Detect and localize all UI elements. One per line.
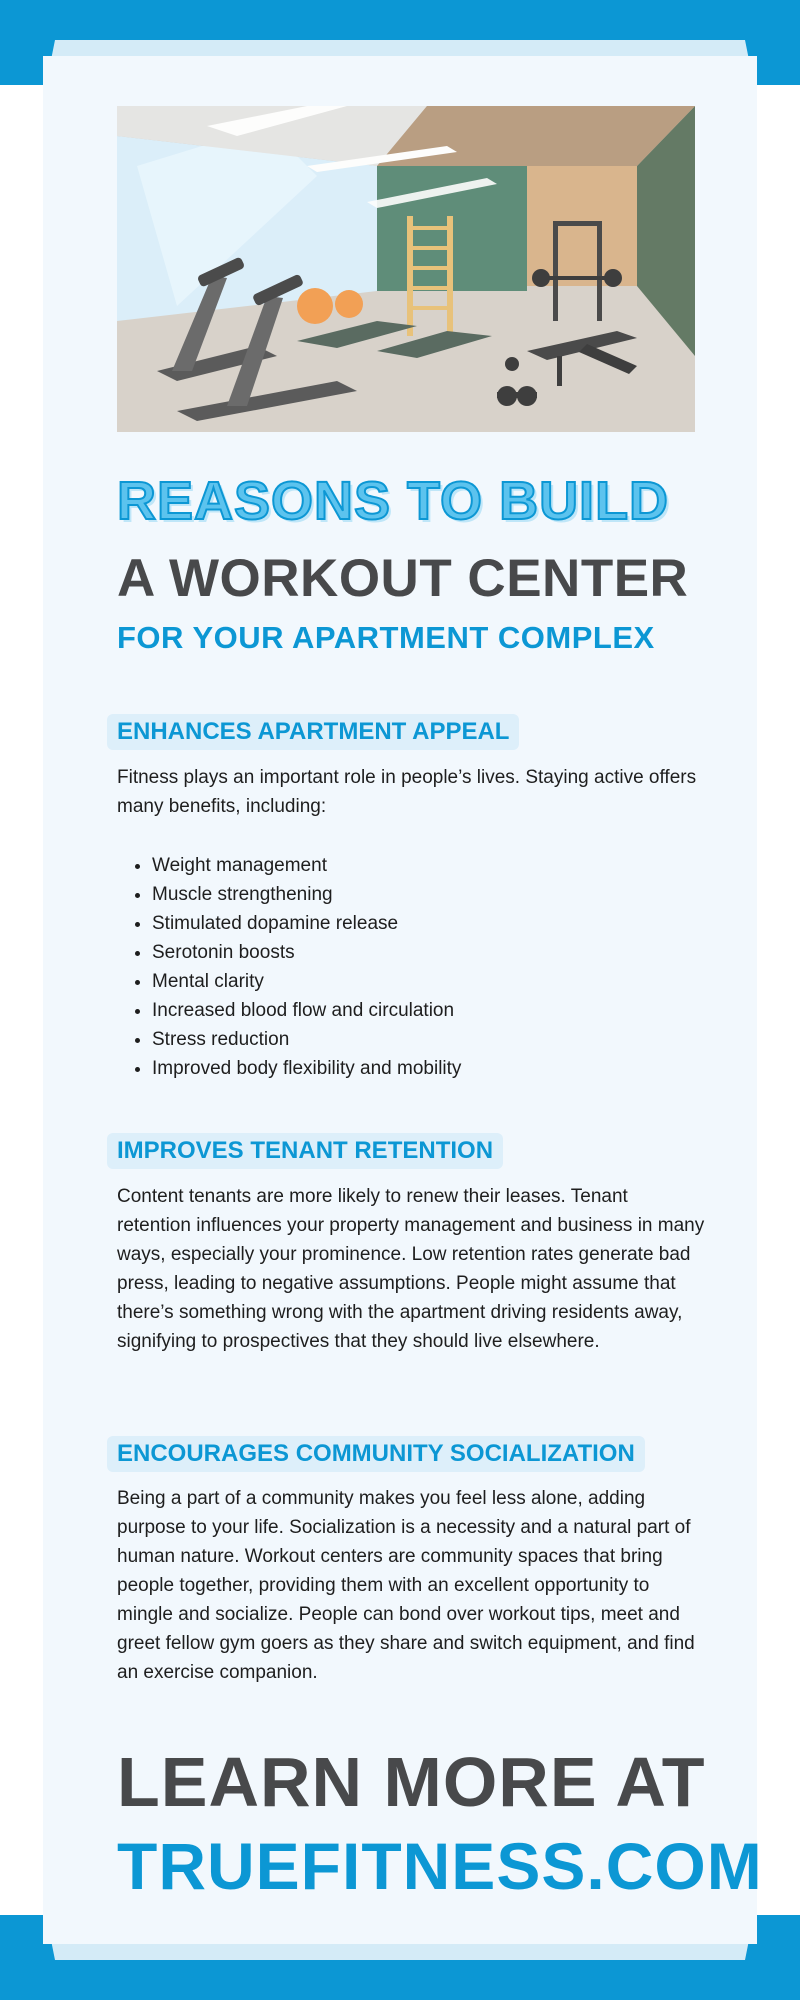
title-line-2: A WORKOUT CENTER — [117, 549, 689, 608]
list-item: • Increased blood flow and circulation — [152, 996, 712, 1025]
title-line-1: REASONS TO BUILD — [117, 471, 670, 531]
cta-website-link[interactable]: TRUEFITNESS.COM — [117, 1829, 763, 1903]
list-item: • Serotonin boosts — [152, 938, 712, 967]
list-item: • Mental clarity — [152, 967, 712, 996]
cta-line-1: LEARN MORE AT — [117, 1743, 706, 1821]
list-item: • Stimulated dopamine release — [152, 909, 712, 938]
section-body-retention: Content tenants are more likely to renew their leases. Tenant retention influences your property management and business in many ways, especially your prominence. Low retention rates generate bad press, leading to negative assumptions. People might assume that there’s something wrong with the apartment driving residents away, signifying to prospectives that they should live elsewhere. — [117, 1186, 705, 1352]
section-body-appeal: Fitness plays an important role in people’s lives. Staying active offers many benefits, including: — [117, 767, 697, 817]
list-item: • Stress reduction — [152, 1025, 712, 1054]
gym-room-illustration — [117, 106, 695, 432]
list-item: • Weight management — [152, 851, 712, 880]
title-line-3: FOR YOUR APARTMENT COMPLEX — [117, 620, 655, 655]
section-heading-retention: IMPROVES TENANT RETENTION — [107, 1133, 503, 1169]
benefits-list — [117, 851, 712, 1083]
list-item: • Improved body flexibility and mobility — [152, 1054, 712, 1083]
section-heading-appeal: ENHANCES APARTMENT APPEAL — [107, 714, 519, 750]
section-heading-socialization: ENCOURAGES COMMUNITY SOCIALIZATION — [107, 1436, 645, 1472]
list-item: • Muscle strengthening — [152, 880, 712, 909]
section-body-socialization: Being a part of a community makes you feel less alone, adding purpose to your life. Socialization is a necessity and a natural part of human nature. Workout centers are community spaces that bring people together, providing them with an excellent opportunity to mingle and socialize. People can bond over workout tips, meet and greet fellow gym goers as they share and switch equipment, and find an exercise companion. — [117, 1488, 695, 1683]
